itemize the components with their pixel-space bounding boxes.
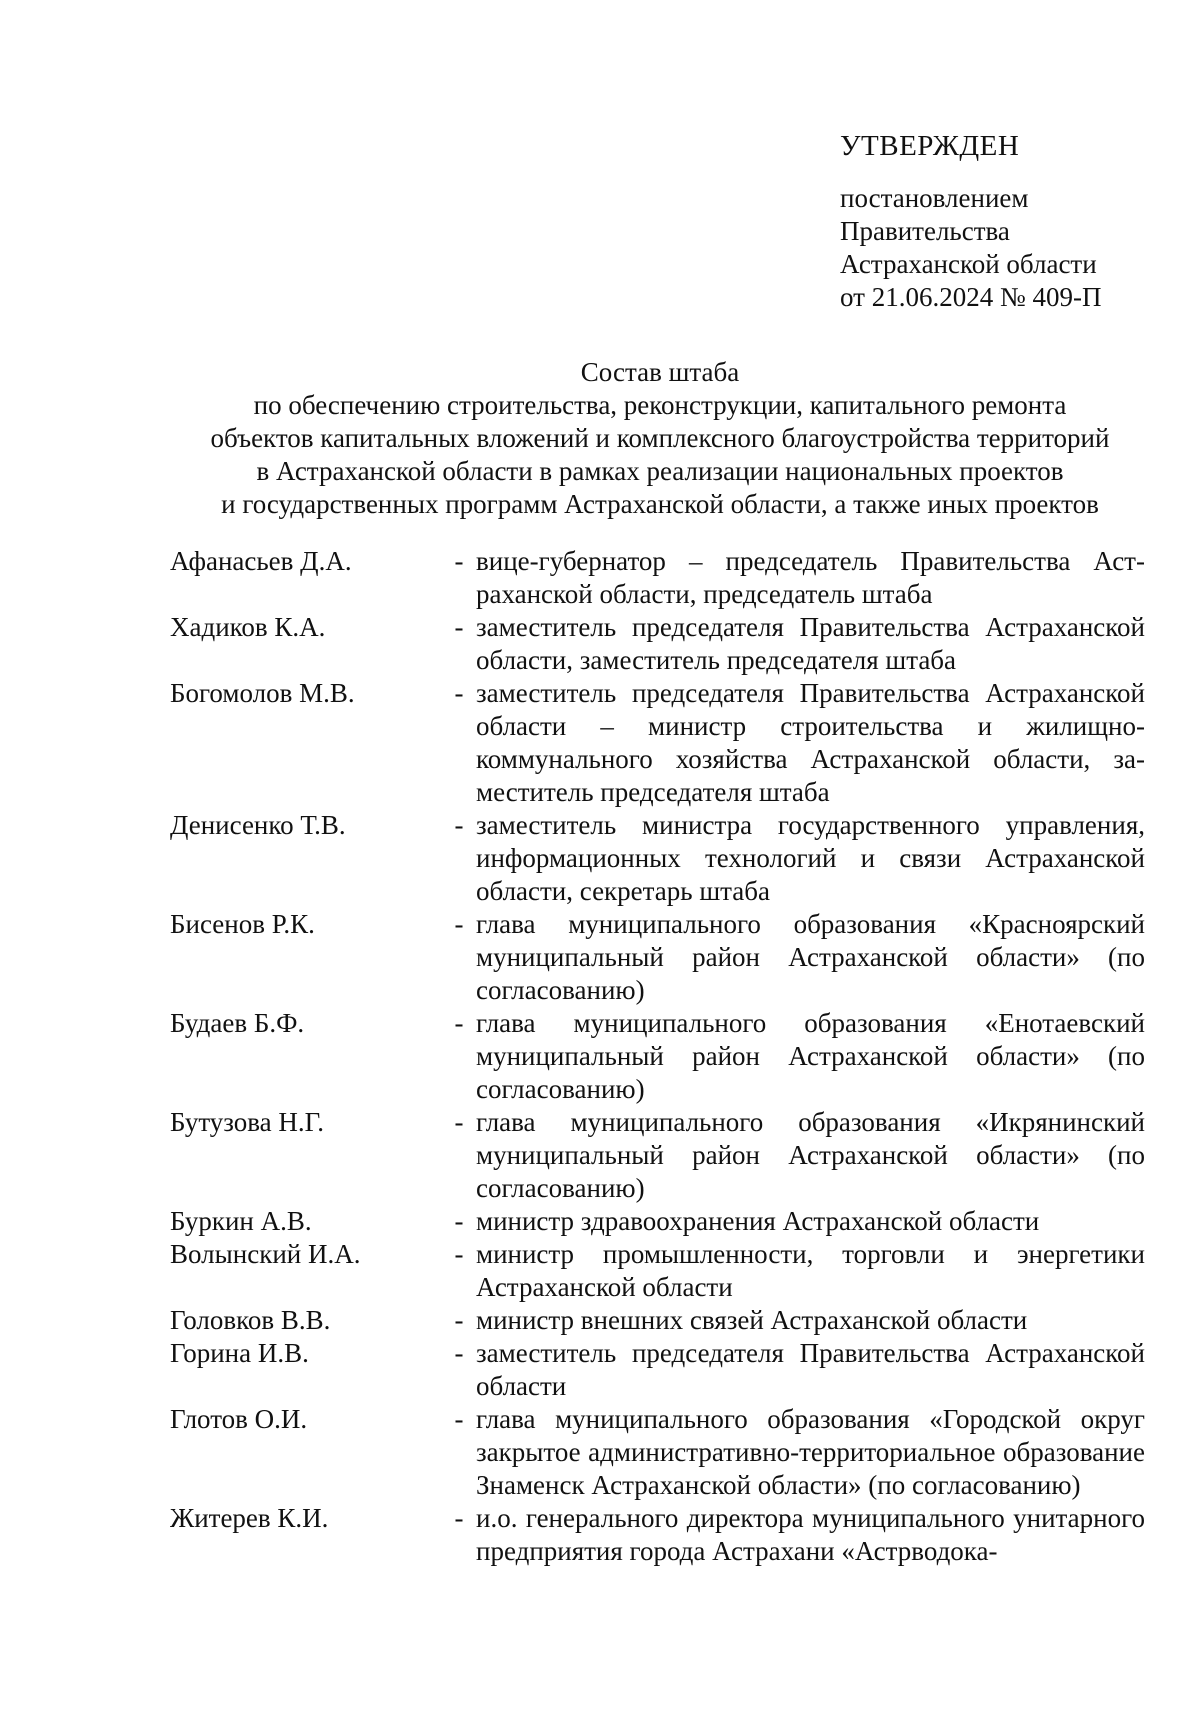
member-dash: - bbox=[454, 1305, 464, 1335]
member-dash: - bbox=[454, 1206, 464, 1236]
approval-title: УТВЕРЖДЕН bbox=[840, 130, 1020, 162]
member-name: Афанасьев Д.А. bbox=[170, 546, 352, 576]
approval-line: Астраханской области bbox=[840, 249, 1097, 279]
heading-line: в Астраханской области в рамках реализации национальных проектов bbox=[256, 456, 1064, 486]
member-dash: - bbox=[454, 810, 464, 840]
member-row bbox=[170, 1238, 1145, 1304]
member-row bbox=[170, 1007, 1145, 1106]
member-row bbox=[170, 1205, 1145, 1238]
member-position: министр промышленности, торговли и энергетики Астраханской области bbox=[476, 1239, 1145, 1302]
member-position: министр внешних связей Астраханской области bbox=[476, 1305, 1028, 1335]
member-row bbox=[170, 1304, 1145, 1337]
member-row bbox=[170, 1403, 1145, 1502]
member-dash: - bbox=[454, 612, 464, 642]
approval-stamp bbox=[840, 128, 1180, 314]
member-position: заместитель председателя Правительства Астраханской области, заместитель председателя штаба bbox=[476, 612, 1145, 675]
member-row bbox=[170, 809, 1145, 908]
member-row bbox=[170, 1502, 1145, 1568]
member-dash: - bbox=[454, 1338, 464, 1368]
heading-line: по обеспечению строительства, реконструкции, капитального ремонта bbox=[253, 390, 1067, 420]
member-row bbox=[170, 677, 1145, 809]
member-position: глава муниципального образования «Городской округ закрытое административно-территориальное образование Знаменск Астраханской области» (по согласованию) bbox=[476, 1404, 1145, 1500]
member-row bbox=[170, 545, 1145, 611]
approval-line: Правительства bbox=[840, 216, 1010, 246]
member-dash: - bbox=[454, 546, 464, 576]
member-position: заместитель председателя Правительства Астраханской области bbox=[476, 1338, 1145, 1401]
member-name: Глотов О.И. bbox=[170, 1404, 308, 1434]
member-position: и.о. генерального директора муниципального унитарного предприятия города Астрахани «Астрводока- bbox=[476, 1503, 1145, 1566]
member-name: Будаев Б.Ф. bbox=[170, 1008, 305, 1038]
member-name: Житерев К.И. bbox=[170, 1503, 329, 1533]
member-dash: - bbox=[454, 909, 464, 939]
member-row bbox=[170, 1337, 1145, 1403]
member-name: Волынский И.А. bbox=[170, 1239, 361, 1269]
member-dash: - bbox=[454, 1404, 464, 1434]
approval-date-number: от 21.06.2024 № 409-П bbox=[840, 282, 1102, 312]
member-position: глава муниципального образования «Икрянинский муниципальный район Астраханской области» (по согласованию) bbox=[476, 1107, 1145, 1203]
member-row bbox=[170, 611, 1145, 677]
member-name: Бутузова Н.Г. bbox=[170, 1107, 324, 1137]
member-position: глава муниципального образования «Енотаевский муниципальный район Астраханской области» (по согласованию) bbox=[476, 1008, 1145, 1104]
member-row bbox=[170, 1106, 1145, 1205]
approval-line: постановлением bbox=[840, 183, 1029, 213]
member-name: Головков В.В. bbox=[170, 1305, 331, 1335]
member-name: Буркин А.В. bbox=[170, 1206, 312, 1236]
member-position: заместитель председателя Правительства Астраханской области – министр строительства и жилищно-коммунального хозяйства Астраханской области, заместитель председателя штаба bbox=[476, 678, 1145, 807]
heading-line: и государственных программ Астраханской области, а также иных проектов bbox=[221, 489, 1099, 519]
member-position: глава муниципального образования «Красноярский муниципальный район Астраханской области» (по согласованию) bbox=[476, 909, 1145, 1005]
member-dash: - bbox=[454, 678, 464, 708]
member-name: Бисенов Р.К. bbox=[170, 909, 315, 939]
member-dash: - bbox=[454, 1008, 464, 1038]
member-name: Богомолов М.В. bbox=[170, 678, 355, 708]
member-position: заместитель министра государственного управления, информационных технологий и связи Астраханской области, секретарь штаба bbox=[476, 810, 1145, 906]
document-heading bbox=[120, 356, 1200, 521]
member-row bbox=[170, 908, 1145, 1007]
member-dash: - bbox=[454, 1107, 464, 1137]
member-name: Денисенко Т.В. bbox=[170, 810, 346, 840]
member-name: Горина И.В. bbox=[170, 1338, 309, 1368]
heading-line: объектов капитальных вложений и комплексного благоустройства территорий bbox=[210, 423, 1110, 453]
members-list bbox=[170, 545, 1145, 1568]
member-dash: - bbox=[454, 1239, 464, 1269]
member-name: Хадиков К.А. bbox=[170, 612, 326, 642]
member-dash: - bbox=[454, 1503, 464, 1533]
member-position: вице-губернатор – председатель Правительства Астраханской области, председатель штаба bbox=[476, 546, 1145, 609]
member-position: министр здравоохранения Астраханской области bbox=[476, 1206, 1040, 1236]
heading-line: Состав штаба bbox=[580, 357, 740, 387]
